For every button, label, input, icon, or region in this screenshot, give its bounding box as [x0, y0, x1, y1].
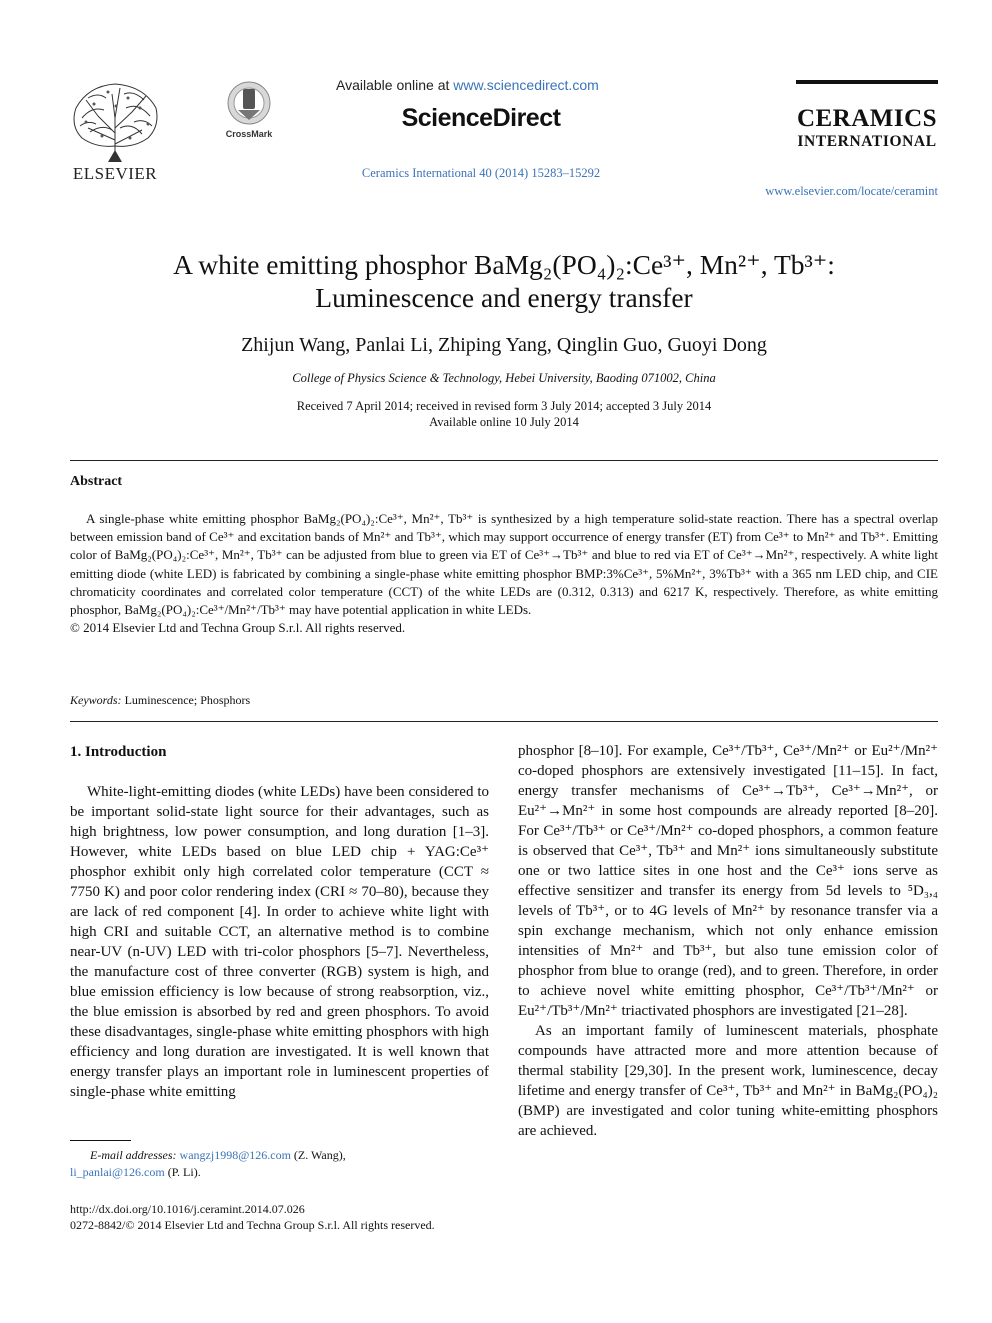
abstract-top-rule — [70, 460, 938, 461]
article-title-line1: A white emitting phosphor BaMg₂(PO₄)₂:Ce³⁺, Mn²⁺, Tb³⁺: — [173, 249, 835, 280]
abstract-heading: Abstract — [70, 474, 123, 489]
article-title-line2: Luminescence and energy transfer — [315, 282, 693, 313]
affiliation: College of Physics Science & Technology, Hebei University, Baoding 071002, China — [292, 371, 716, 385]
crossmark-icon — [226, 80, 272, 126]
elsevier-logo — [68, 78, 162, 184]
available-online-prefix: Available online at — [336, 77, 454, 93]
abstract-body — [70, 510, 938, 637]
doi-link[interactable]: http://dx.doi.org/10.1016/j.ceramint.2014.07.026 — [70, 1202, 305, 1216]
sciencedirect-link[interactable]: www.sciencedirect.com — [453, 77, 599, 93]
elsevier-wordmark: ELSEVIER — [72, 164, 158, 183]
journal-title: CERAMICS — [796, 105, 938, 132]
intro-paragraph-1: White-light-emitting diodes (white LEDs) have been considered to be important solid-state light source for their advantages, such as high brightness, low power consumption, and long duration [1–3]. However, white LEDs based on blue LED chip + YAG:Ce³⁺ phosphor exhibit only high correlated color temperature (CCT ≈ 7750 K) and poor color rendering index (CRI ≈ 70–80), because they are lack of red component [4]. In order to achieve white light with high CRI and suitable CCT, an alternative method is to combine near-UV (n-UV) LED with tri-color phosphors [5–7]. Nevertheless, the manufacture cost of three converter (RGB) system is high, and blue emission efficiency is low because of strong reabsorption, viz., the blue emission is absorbed by red and green phosphors. To avoid these disadvantages, single-phase white emitting phosphors with high efficiency and long duration are investigated. It is well known that energy transfer plays an important role in luminescent properties of single-phase white emitting — [70, 784, 489, 1100]
article-history — [70, 398, 938, 430]
author-list: Zhijun Wang, Panlai Li, Zhiping Yang, Qinglin Guo, Guoyi Dong — [241, 334, 767, 356]
intro-paragraph-1-continued: phosphor [8–10]. For example, Ce³⁺/Tb³⁺, Ce³⁺/Mn²⁺ or Eu²⁺/Mn²⁺ co-doped phosphors are extensively investigated [11–15]. In fact, energy transfer mechanisms of Ce³⁺→Tb³⁺, Ce³⁺→Mn²⁺, or Eu²⁺→Mn²⁺ in some host compounds are already reported [8–20]. For Ce³⁺/Tb³⁺ or Ce³⁺/Mn²⁺ co-doped phosphors, a common feature is observed that Ce³⁺, Tb³⁺ and Mn²⁺ ions simultaneously substitute one or two lattice sites in one host and the Ce³⁺ ions serve as effective sensitizer and transfer its energy from 5d levels to ⁵D₃,₄ levels of Tb³⁺, or to 4G levels of Mn²⁺ by resonance transfer via a spin exchange mechanism, which not only enhance emission intensities of Mn²⁺ and Tb³⁺, but also tune emission color of phosphor from blue to orange (red), and to green. Therefore, in order to achieve novel white emitting phosphor, Ce³⁺/Tb³⁺/Mn²⁺ or Eu²⁺/Tb³⁺/Mn²⁺ triactivated phosphors are investigated [21–28]. — [518, 743, 938, 1019]
abstract-text: A single-phase white emitting phosphor BaMg₂(PO₄)₂:Ce³⁺, Mn²⁺, Tb³⁺ is synthesized by a high temperature solid-state reaction. There has a spectral overlap between emission band of Ce³⁺ and excitation bands of Mn²⁺ and Tb³⁺, which may support occurrence of energy transfer (ET) from Ce³⁺ to Mn²⁺ and Tb³⁺. Emitting color of BaMg₂(PO₄)₂:Ce³⁺, Mn²⁺, Tb³⁺ can be adjusted from blue to green via ET of Ce³⁺→Tb³⁺ and blue to red via ET of Ce³⁺→Mn²⁺, respectively. A white light emitting diode (white LED) is fabricated by combining a single-phase white emitting phosphor BMP:3%Ce³⁺, 5%Mn²⁺, 3%Tb³⁺ with a 365 nm LED chip, and CIE chromaticity coordinates and correlated color temperature (CCT) of the white LEDs are (0.312, 0.313) and 6217 K, respectively. Therefore, as white emitting phosphor, BaMg₂(PO₄)₂:Ce³⁺/Mn²⁺/Tb³⁺ may have potential application in white LEDs. — [70, 511, 938, 618]
keywords-bottom-rule — [70, 721, 938, 722]
intro-paragraph-2: As an important family of luminescent materials, phosphate compounds have attracted more and more attention because of thermal stability [29,30]. In the present work, luminescence, decay lifetime and energy transfer of Ce³⁺, Tb³⁺ and Mn²⁺ in BaMg₂(PO₄)₂ (BMP) are investigated and color tuning white-emitting phosphors are achieved. — [518, 1023, 938, 1139]
journal-citation[interactable]: Ceramics International 40 (2014) 15283–15292 — [361, 166, 601, 180]
email-link-li[interactable]: li_panlai@126.com — [70, 1165, 165, 1179]
received-dates: Received 7 April 2014; received in revised form 3 July 2014; accepted 3 July 2014 — [296, 399, 712, 413]
keywords-value: Luminescence; Phosphors — [124, 693, 251, 707]
issn-copyright: 0272-8842/© 2014 Elsevier Ltd and Techna Group S.r.l. All rights reserved. — [70, 1218, 435, 1232]
crossmark-badge[interactable] — [220, 80, 278, 142]
journal-url-link[interactable]: www.elsevier.com/locate/ceramint — [765, 184, 938, 198]
keywords-label: Keywords: — [70, 693, 122, 707]
email-footnote — [70, 1147, 489, 1181]
keywords — [70, 693, 250, 708]
email-label: E-mail addresses: — [90, 1148, 177, 1162]
footnote-rule — [70, 1140, 131, 1141]
journal-subtitle: INTERNATIONAL — [797, 133, 937, 150]
article-title — [70, 248, 938, 314]
email-owner-wang: (Z. Wang), — [293, 1148, 346, 1162]
available-date: Available online 10 July 2014 — [429, 415, 579, 429]
section-heading-introduction: 1. Introduction — [70, 744, 167, 760]
left-column — [70, 742, 489, 1102]
doi-block — [70, 1201, 530, 1233]
crossmark-label: CrossMark — [225, 129, 273, 139]
email-owner-li: (P. Li). — [167, 1165, 201, 1179]
right-column — [518, 741, 938, 1141]
elsevier-tree-icon — [68, 78, 162, 162]
abstract-copyright: © 2014 Elsevier Ltd and Techna Group S.r.l. All rights reserved. — [70, 620, 406, 636]
available-online — [336, 77, 626, 93]
sciencedirect-logo: ScienceDirect — [401, 104, 561, 132]
email-link-wang[interactable]: wangzj1998@126.com — [179, 1148, 291, 1162]
journal-masthead-rule — [796, 80, 938, 84]
